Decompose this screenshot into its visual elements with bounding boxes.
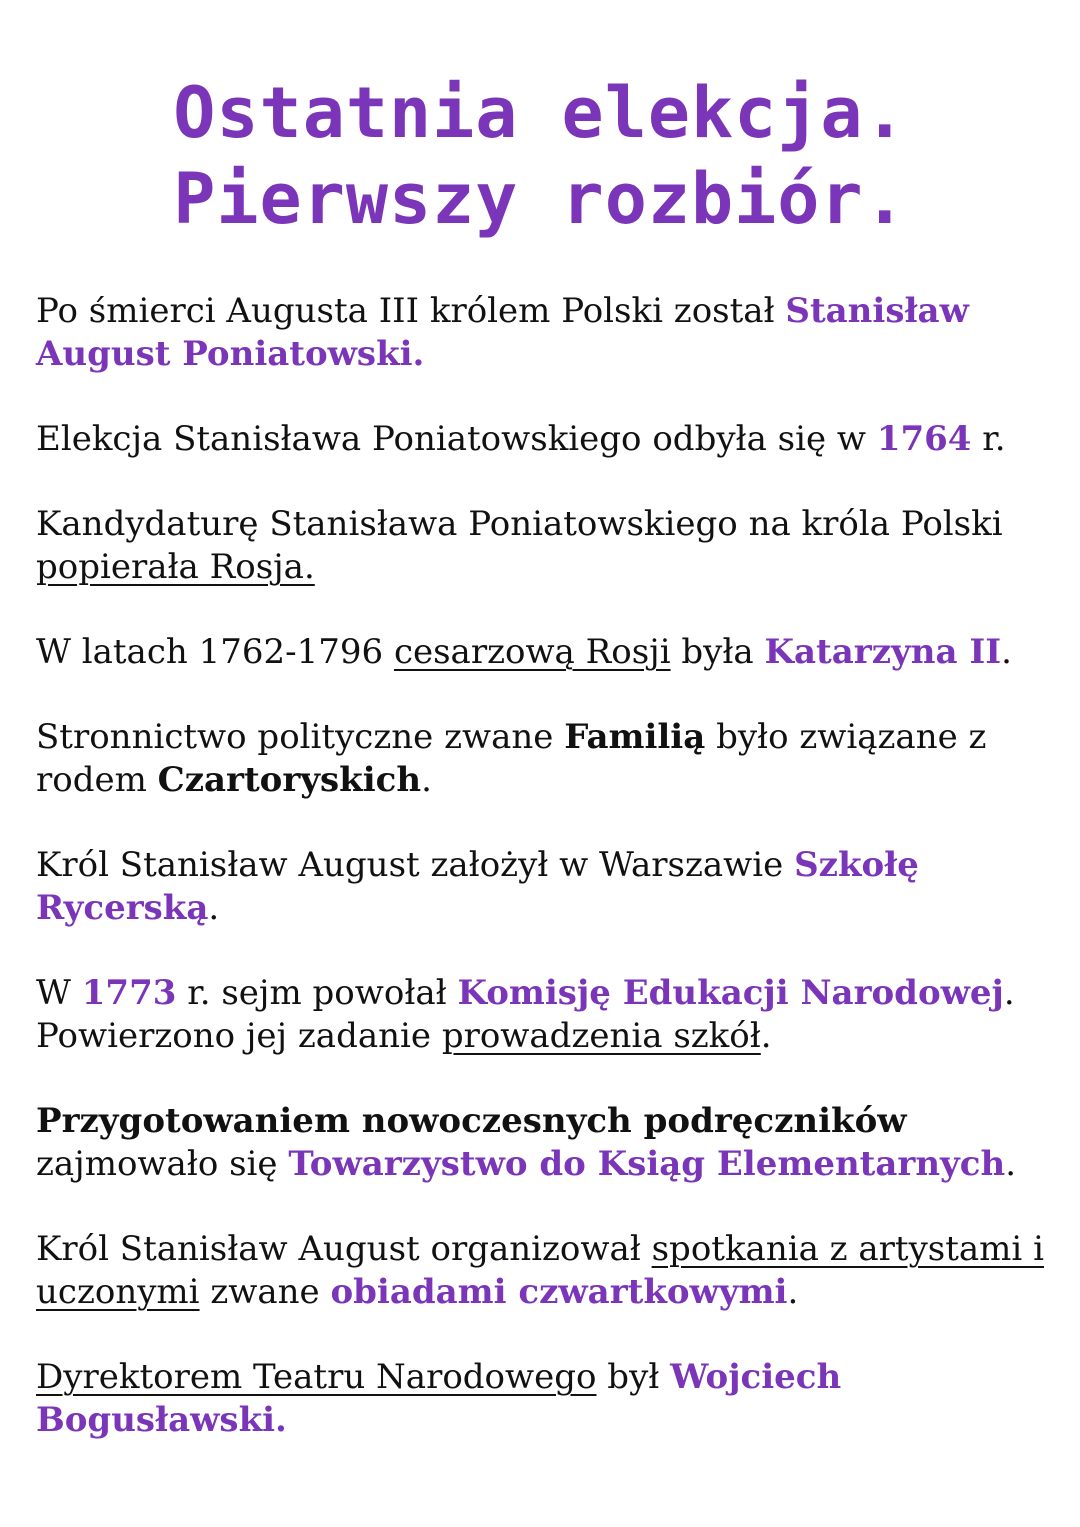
page-title (36, 0, 1044, 242)
paragraph-thursday-dinners: Król Stanisław August organizował spotkania z artystami i uczonymi zwane obiadami czwartkowymi. (36, 1229, 1044, 1312)
title-line-2: Pierwszy rozbiór. (173, 158, 907, 240)
paragraph-russia-support: Kandydaturę Stanisława Poniatowskiego na króla Polski popierała Rosja. (36, 504, 1003, 587)
highlight-szkola-rycerska: Szkołę Rycerską (36, 845, 919, 928)
underline-spotkania: spotkania z artystami i uczonymi (36, 1229, 1044, 1312)
paragraph-knight-school: Król Stanisław August założył w Warszawie Szkołę Rycerską. (36, 845, 919, 928)
highlight-towarzystwo: Towarzystwo do Ksiąg Elementarnych (288, 1144, 1006, 1184)
highlight-boguslawski: Wojciech Bogusławski. (36, 1357, 842, 1440)
underline-cesarzowa-rosji: cesarzową Rosji (393, 632, 671, 672)
bold-przygotowaniem: Przygotowaniem nowoczesnych podręczników (36, 1101, 907, 1141)
highlight-stanislaw-august: Stanisław August Poniatowski. (36, 291, 969, 374)
bold-czartoryskich: Czartoryskich (157, 760, 422, 800)
bold-familia: Familią (564, 717, 706, 757)
highlight-year-1773: 1773 (81, 973, 177, 1013)
highlight-year-1764: 1764 (876, 419, 972, 459)
paragraph-ken: W 1773 r. sejm powołał Komisję Edukacji Narodowej. Powierzono jej zadanie prowadzenia szkół. (36, 973, 1015, 1056)
paragraph-textbooks: Przygotowaniem nowoczesnych podręczników zajmowało się Towarzystwo do Ksiąg Elementarnych. (36, 1101, 1017, 1184)
underline-popierala-rosja: popierała Rosja. (36, 547, 315, 587)
highlight-komisja-edukacji: Komisję Edukacji Narodowej (457, 973, 1004, 1013)
underline-dyrektorem-teatru: Dyrektorem Teatru Narodowego (36, 1357, 597, 1397)
paragraph-catherine: W latach 1762-1796 cesarzową Rosji była Katarzyna II. (36, 632, 1012, 672)
paragraph-election-year: Elekcja Stanisława Poniatowskiego odbyła się w 1764 r. (36, 419, 1006, 459)
highlight-katarzyna: Katarzyna II (764, 632, 1002, 672)
title-line-1: Ostatnia elekcja. (173, 72, 907, 154)
highlight-obiady-czwartkowe: obiadami czwartkowymi (330, 1272, 788, 1312)
paragraph-poniatowski-king: Po śmierci Augusta III królem Polski został Stanisław August Poniatowski. (36, 291, 969, 374)
notes-content (36, 290, 1044, 1442)
paragraph-familia: Stronnictwo polityczne zwane Familią było związane z rodem Czartoryskich. (36, 717, 987, 800)
underline-prowadzenia-szkol: prowadzenia szkół (441, 1016, 761, 1056)
paragraph-national-theatre: Dyrektorem Teatru Narodowego był Wojciech Bogusławski. (36, 1357, 842, 1440)
